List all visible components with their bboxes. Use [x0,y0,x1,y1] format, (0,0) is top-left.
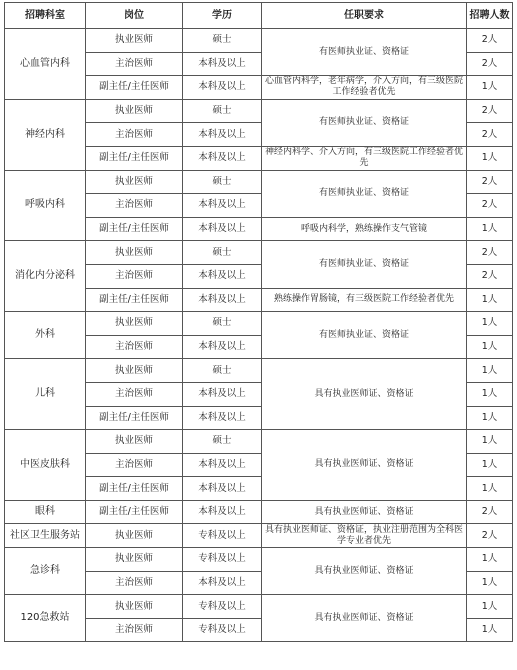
recruitment-table [4,2,513,642]
requirement-cell: 有医师执业证、资格证 [262,312,467,359]
table-row [5,548,513,572]
department-cell: 眼科 [5,500,86,524]
headcount-cell: 2人 [467,524,513,548]
header-requirements: 任职要求 [262,3,467,29]
department-cell: 神经内科 [5,99,86,170]
headcount-cell: 1人 [467,312,513,336]
position-cell: 执业医师 [86,430,183,454]
requirement-cell: 具有执业医师证、资格证，执业注册范围为全科医学专业者优先 [262,524,467,548]
requirement-cell: 有医师执业证、资格证 [262,29,467,76]
position-cell: 副主任/主任医师 [86,217,183,241]
education-cell: 硕士 [183,29,262,53]
headcount-cell: 1人 [467,595,513,619]
education-cell: 硕士 [183,430,262,454]
department-cell: 外科 [5,312,86,359]
headcount-cell: 1人 [467,453,513,477]
education-cell: 本科及以上 [183,264,262,288]
headcount-cell: 1人 [467,382,513,406]
education-cell: 本科及以上 [183,288,262,312]
headcount-cell: 2人 [467,500,513,524]
headcount-cell: 1人 [467,618,513,642]
headcount-cell: 1人 [467,335,513,359]
position-cell: 主治医师 [86,618,183,642]
department-cell: 中医皮肤科 [5,430,86,501]
position-cell: 执业医师 [86,99,183,123]
requirement-cell: 具有执业医师证、资格证 [262,359,467,430]
table-row [5,524,513,548]
headcount-cell: 1人 [467,406,513,430]
position-cell: 副主任/主任医师 [86,146,183,170]
education-cell: 硕士 [183,359,262,383]
department-cell: 心血管内科 [5,29,86,100]
headcount-cell: 1人 [467,430,513,454]
header-headcount: 招聘人数 [467,3,513,29]
position-cell: 执业医师 [86,29,183,53]
header-department: 招聘科室 [5,3,86,29]
position-cell: 主治医师 [86,335,183,359]
headcount-cell: 1人 [467,571,513,595]
position-cell: 执业医师 [86,312,183,336]
position-cell: 执业医师 [86,548,183,572]
headcount-cell: 1人 [467,76,513,100]
requirement-cell: 呼吸内科学，熟练操作支气管镜 [262,217,467,241]
position-cell: 主治医师 [86,382,183,406]
position-cell: 副主任/主任医师 [86,76,183,100]
position-cell: 副主任/主任医师 [86,288,183,312]
education-cell: 专科及以上 [183,618,262,642]
requirement-cell: 有医师执业证、资格证 [262,99,467,146]
requirement-cell: 熟练操作胃肠镜，有三级医院工作经验者优先 [262,288,467,312]
position-cell: 主治医师 [86,194,183,218]
education-cell: 专科及以上 [183,524,262,548]
requirement-cell: 具有执业医师证、资格证 [262,500,467,524]
position-cell: 主治医师 [86,453,183,477]
position-cell: 副主任/主任医师 [86,477,183,501]
requirement-cell: 具有执业医师证、资格证 [262,548,467,595]
table-row [5,430,513,454]
table-row [5,29,513,53]
education-cell: 本科及以上 [183,76,262,100]
position-cell: 主治医师 [86,123,183,147]
requirement-cell: 具有执业医师证、资格证 [262,430,467,501]
education-cell: 硕士 [183,99,262,123]
table-row [5,595,513,619]
headcount-cell: 2人 [467,170,513,194]
education-cell: 本科及以上 [183,194,262,218]
table-row [5,359,513,383]
department-cell: 急诊科 [5,548,86,595]
table-body [5,29,513,642]
table-row [5,170,513,194]
education-cell: 专科及以上 [183,548,262,572]
education-cell: 本科及以上 [183,571,262,595]
department-cell: 呼吸内科 [5,170,86,241]
requirement-cell: 有医师执业证、资格证 [262,170,467,217]
headcount-cell: 1人 [467,146,513,170]
education-cell: 本科及以上 [183,500,262,524]
education-cell: 硕士 [183,241,262,265]
department-cell: 儿科 [5,359,86,430]
education-cell: 本科及以上 [183,477,262,501]
position-cell: 主治医师 [86,264,183,288]
headcount-cell: 1人 [467,548,513,572]
position-cell: 副主任/主任医师 [86,500,183,524]
requirement-cell: 心血管内科学，老年病学，介入方向，有三级医院工作经验者优先 [262,76,467,100]
requirement-cell: 神经内科学、介入方向，有三级医院工作经验者优先 [262,146,467,170]
table-row [5,312,513,336]
education-cell: 本科及以上 [183,217,262,241]
education-cell: 本科及以上 [183,406,262,430]
header-education: 学历 [183,3,262,29]
headcount-cell: 1人 [467,288,513,312]
department-cell: 120急救站 [5,595,86,642]
education-cell: 本科及以上 [183,146,262,170]
education-cell: 本科及以上 [183,335,262,359]
headcount-cell: 2人 [467,264,513,288]
position-cell: 执业医师 [86,170,183,194]
headcount-cell: 2人 [467,241,513,265]
headcount-cell: 2人 [467,29,513,53]
headcount-cell: 1人 [467,217,513,241]
headcount-cell: 1人 [467,359,513,383]
position-cell: 主治医师 [86,52,183,76]
table-row [5,241,513,265]
requirement-cell: 有医师执业证、资格证 [262,241,467,288]
table-row [5,500,513,524]
education-cell: 硕士 [183,312,262,336]
education-cell: 专科及以上 [183,595,262,619]
headcount-cell: 2人 [467,52,513,76]
education-cell: 本科及以上 [183,382,262,406]
table-header [5,3,513,29]
position-cell: 执业医师 [86,524,183,548]
education-cell: 硕士 [183,170,262,194]
department-cell: 消化内分泌科 [5,241,86,312]
header-row [5,3,513,29]
education-cell: 本科及以上 [183,453,262,477]
position-cell: 执业医师 [86,241,183,265]
headcount-cell: 1人 [467,477,513,501]
position-cell: 执业医师 [86,359,183,383]
position-cell: 主治医师 [86,571,183,595]
requirement-cell: 具有执业医师证、资格证 [262,595,467,642]
table-row [5,99,513,123]
position-cell: 执业医师 [86,595,183,619]
headcount-cell: 2人 [467,194,513,218]
recruitment-table-container [4,2,513,642]
position-cell: 副主任/主任医师 [86,406,183,430]
education-cell: 本科及以上 [183,123,262,147]
department-cell: 社区卫生服务站 [5,524,86,548]
headcount-cell: 2人 [467,99,513,123]
headcount-cell: 2人 [467,123,513,147]
education-cell: 本科及以上 [183,52,262,76]
header-position: 岗位 [86,3,183,29]
